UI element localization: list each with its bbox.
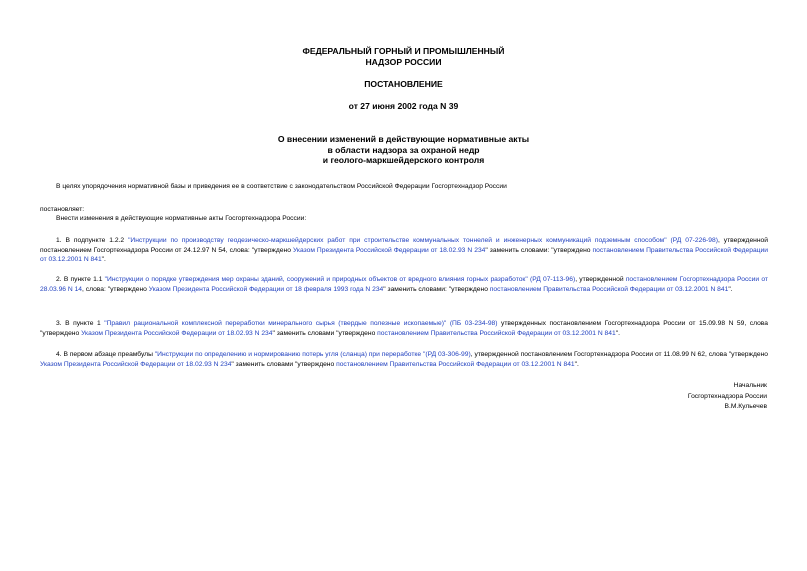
- p3-link-decree[interactable]: Указом Президента Российской Федерации от 18.02.93 N 234: [81, 329, 273, 337]
- title-line-3: и геолого-маркшейдерского контроля: [322, 155, 485, 165]
- p2-link-instruction[interactable]: "Инструкции о порядке утверждения мер охраны зданий, сооружений и природных объектов от вредного влияния горных разработок" (РД 07-113-96): [104, 276, 576, 283]
- org-line-1: ФЕДЕРАЛЬНЫЙ ГОРНЫЙ И ПРОМЫШЛЕННЫЙ: [302, 46, 505, 56]
- p4-link-resolution[interactable]: постановлением Правительства Российской Федерации от 03.12.2001 N 841: [336, 360, 575, 368]
- p1-link-resolution[interactable]: постановлением Правительства Российской Федерации от 03.12.2001 N 841: [40, 246, 768, 264]
- resolves-word: постановляет:: [40, 206, 85, 213]
- p1-link-decree[interactable]: Указом Президента Российской Федерации от 18.02.93 N 234: [292, 246, 486, 254]
- p1-text-a: 1. В подпункте 1.2.2: [56, 237, 129, 244]
- p4-link-decree[interactable]: Указом Президента Российской Федерации от 18.02.93 N 234: [40, 360, 232, 368]
- issuing-authority: [0, 46, 807, 67]
- p3-text-a: 3. В пункте 1: [56, 320, 105, 327]
- p2-link-gosgortekh-resolution[interactable]: постановлением Госгортехнадзора России от 28.03.96 N 14: [40, 276, 768, 293]
- p3-text-c: утвержденных постановлением Госгортехнадзора России от 15.09.98 N 59, слова "утверждено: [40, 320, 768, 337]
- signature-block: [688, 381, 767, 413]
- p3-link-resolution[interactable]: постановлением Правительства Российской Федерации от 03.12.2001 N 841: [377, 329, 616, 337]
- p1-text-g: ".: [101, 256, 106, 264]
- p2-text-e: , слова: "утверждено: [82, 285, 149, 293]
- document-type: ПОСТАНОВЛЕНИЕ: [364, 79, 443, 89]
- p1-text-c: , утвержденной постановлением Госгортехнадзора России от 24.12.97 N 54, слова: "утверждено: [40, 237, 769, 254]
- p3-link-rules[interactable]: "Правил рациональной комплексной переработки минерального сырья (твердые полезные ископаемые)" (ПБ 03-234-98): [104, 320, 498, 327]
- p4-text-g: ".: [574, 360, 579, 368]
- paragraph-1: [40, 236, 768, 265]
- paragraph-4: [40, 350, 768, 369]
- p1-text-e: " заменить словами: "утверждено: [485, 246, 593, 254]
- p4-text-a: 4. В первом абзаце преамбулы: [56, 351, 155, 358]
- signatory-name: В.М.Кульечев: [724, 403, 767, 411]
- p4-text-c: , утвержденной постановлением Госгортехнадзора России от 11.08.99 N 62, слова "утверждено: [470, 351, 769, 358]
- p4-text-e: " заменить словами "утверждено: [231, 360, 337, 368]
- intro-line: Внести изменения в действующие нормативные акты Госгортехнадзора России:: [56, 215, 307, 222]
- p3-text-g: ".: [615, 329, 620, 337]
- title-line-2: в области надзора за охраной недр: [327, 144, 480, 155]
- p2-text-a: 2. В пункте 1.1: [56, 276, 105, 283]
- document-title: [0, 134, 807, 166]
- p2-link-decree[interactable]: Указом Президента Российской Федерации от 18 февраля 1993 года N 234: [148, 285, 384, 293]
- document-date: от 27 июня 2002 года N 39: [348, 101, 459, 111]
- signatory-organization: Госгортехнадзора России: [687, 392, 767, 400]
- p2-text-g: " заменить словами: "утверждено: [383, 285, 490, 293]
- p2-link-resolution[interactable]: постановлением Правительства Российской Федерации от 03.12.2001 N 841: [489, 285, 729, 293]
- p2-text-i: ".: [728, 285, 733, 293]
- signatory-position: Начальник: [733, 382, 767, 389]
- org-line-2: НАДЗОР РОССИИ: [365, 56, 442, 67]
- paragraph-3: [40, 319, 768, 338]
- title-line-1: О внесении изменений в действующие нормативные акты: [277, 134, 530, 144]
- paragraph-2: [40, 275, 768, 294]
- p1-link-instruction[interactable]: "Инструкции по производству геодезическо-маркшейдерских работ при строительстве коммунальных тоннелей и инженерных коммуникаций подземным способом" (РД 07-226-98): [128, 237, 718, 244]
- p3-text-e: " заменить словами "утверждено: [272, 329, 378, 337]
- p4-link-instruction[interactable]: "Инструкции по определению и нормированию потерь угля (сланца) при переработке "(РД 03-306-99): [154, 351, 471, 358]
- p2-text-c: , утвержденной: [575, 276, 626, 283]
- preamble: В целях упорядочения нормативной базы и приведения ее в соответствие с законодательством Российской Федерации Госгортехнадзор России: [56, 183, 507, 190]
